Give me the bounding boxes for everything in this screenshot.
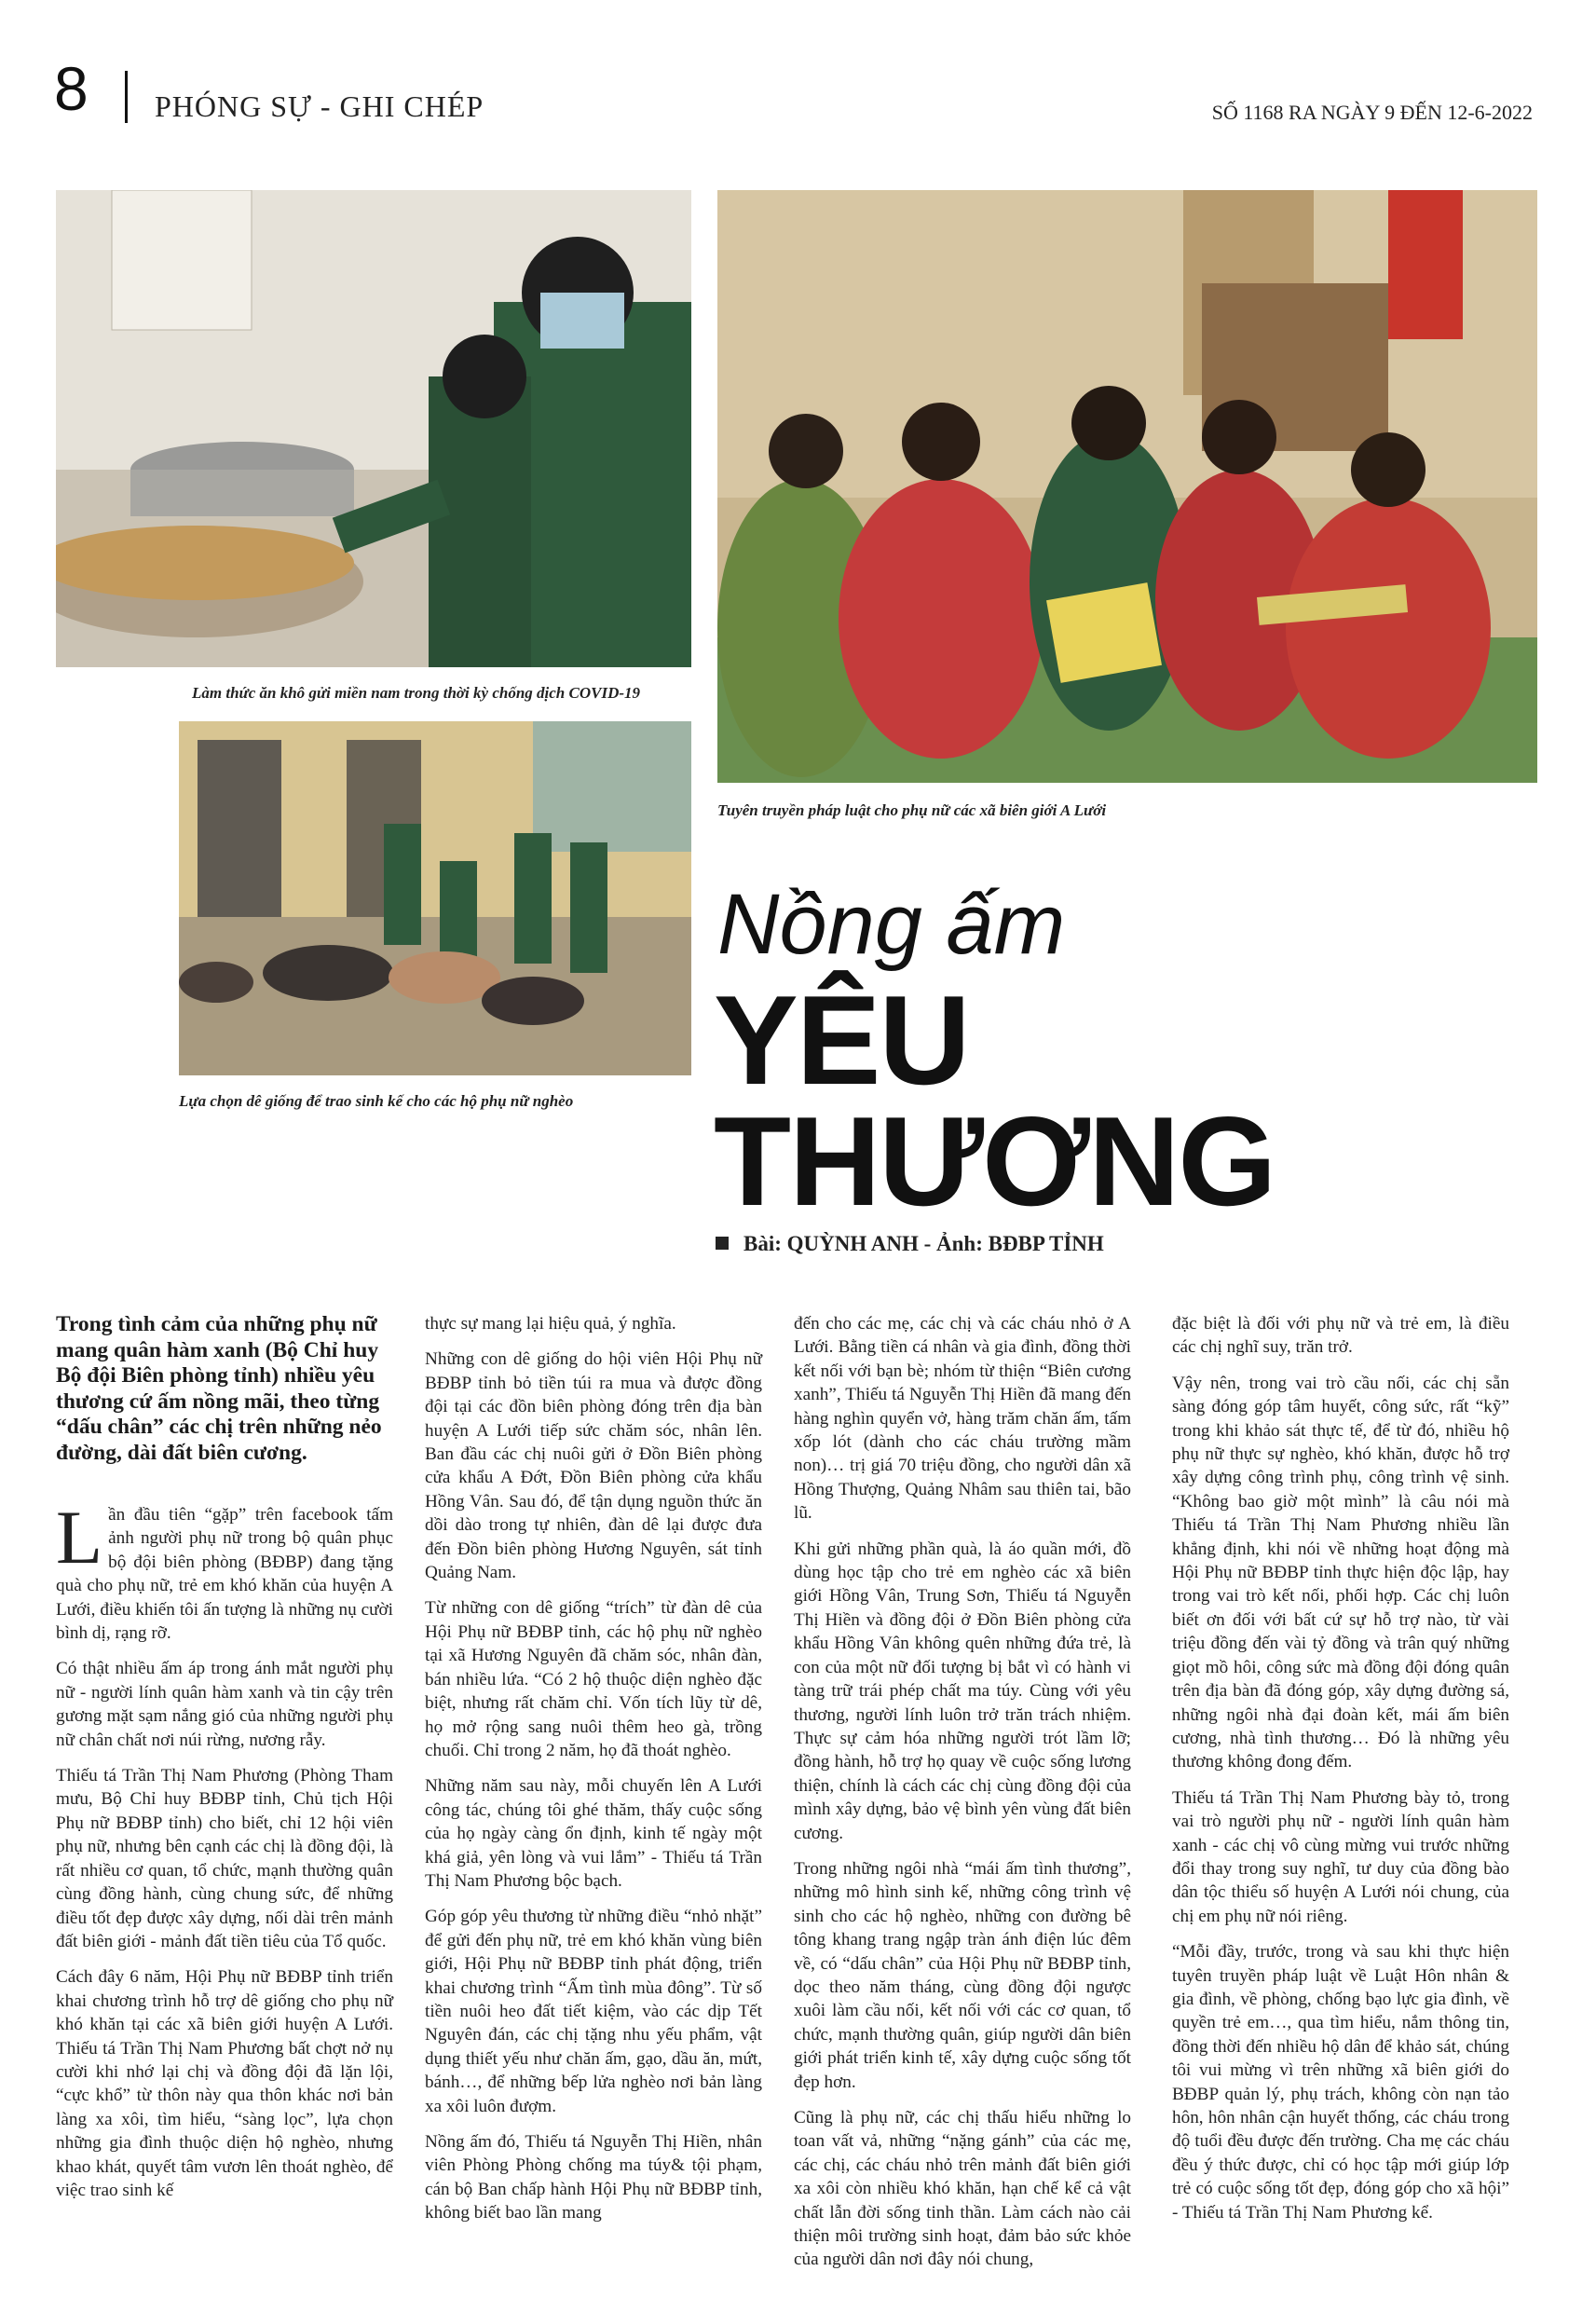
paragraph-text: ần đầu tiên “gặp” trên facebook tấm ảnh người phụ nữ trong bộ quân phục bộ đội biên phòng (BĐBP) đang tặng quà cho phụ nữ, trẻ em khó khăn của huyện A Lưới, điều khiến tôi ấn tượng là những nụ cười bình dị, rạng rỡ.	[56, 1505, 393, 1644]
article-paragraph: Vậy nên, trong vai trò cầu nối, các chị sẵn sàng đóng góp tâm huyết, công sức, rất “kỹ” trong khi khảo sát thực tế, để từ đó, nhiều hộ phụ nữ thực sự nghèo, khó khăn, được hỗ trợ xây dựng công trình phụ, công trình vệ sinh. “Không bao giờ một mình” là câu nói mà Thiếu tá Trần Thị Nam Phương nhiều lần khẳng định, khi nói về những hoạt động mà Hội Phụ nữ BĐBP tỉnh thực hiện độc lập, hay trong vai trò kết nối, phối hợp. Các chị luôn biết ơn đối với bất cứ sự hỗ trợ nào, từ vài triệu đồng đến vài tỷ đồng và trân quý những giọt mồ hôi, công sức mà đồng đội đóng quân trên địa bàn đã đóng góp, xây dựng đường sá, những ngôi nhà đại đoàn kết, mái ấm biên cương, nhà tình thương… Đó là những yêu thương không đong đếm.	[1172, 1373, 1509, 1772]
article-paragraph: Trong những ngôi nhà “mái ấm tình thương”, những mô hình sinh kế, những công trình vệ sinh cho các hộ nghèo, những con đường bê tông khang trang ngập tràn ánh điện lúc đêm về, có “dấu chân” của Hội Phụ nữ BĐBP tỉnh, dọc theo năm tháng, cùng đồng đội ngược xuôi làm cầu nối, kết nối với các cơ quan, tổ chức, mạnh thường quân, giúp người dân biên giới phát triển kinh tế, xây dựng cuộc sống tốt đẹp hơn.	[794, 1858, 1131, 2092]
article-paragraph: Thiếu tá Trần Thị Nam Phương bày tỏ, trong vai trò người phụ nữ - người lính quân hàm xanh - các chị vô cùng mừng vui trước những đổi thay trong suy nghĩ, tư duy của đồng bào dân tộc thiểu số huyện A Lưới nói chung, của chị em phụ nữ nói riêng.	[1172, 1787, 1509, 1926]
byline-text: Bài: QUỲNH ANH - Ảnh: BĐBP TỈNH	[743, 1232, 1104, 1255]
photo-goats	[179, 721, 691, 1075]
headline-line-1: Nồng ấm	[717, 877, 1066, 972]
issue-info: SỐ 1168 RA NGÀY 9 ĐẾN 12-6-2022	[1211, 101, 1533, 124]
photo-caption-2: Tuyên truyền pháp luật cho phụ nữ các xã biên giới A Lưới	[717, 801, 1107, 819]
article-lead: Trong tình cảm của những phụ nữ mang quân hàm xanh (Bộ Chỉ huy Bộ đội Biên phòng tỉnh) nhiều yêu thương cứ ấm nồng mãi, theo từng “dấu chân” các chị trên những nẻo đường, dài đất biên cương.	[56, 1312, 382, 1465]
article-paragraph: Cũng là phụ nữ, các chị thấu hiểu những lo toan vất vả, những “nặng gánh” của các mẹ, các chị, các cháu nhỏ trên mảnh đất biên giới xa xôi còn nhiều khó khăn, hạn chế kể cả vật chất lẫn đời sống tinh thần. Làm cách nào cải thiện môi trường sinh hoạt, đảm bảo sức khỏe của người dân nơi đây nói chung,	[794, 2108, 1131, 2270]
photo-caption-1: Làm thức ăn khô gửi miền nam trong thời kỳ chống dịch COVID-19	[192, 684, 641, 702]
article-paragraph: Từ những con dê giống “trích” từ đàn dê của Hội Phụ nữ BĐBP tỉnh, các hộ phụ nữ nghèo tại xã Hương Nguyên đã chăm sóc, nhân đàn, bán nhiều lứa. “Có 2 hộ thuộc diện nghèo đặc biệt, nhưng rất chăm chỉ. Vốn tích lũy từ dê, họ mở rộng sang nuôi thêm heo gà, trồng chuối. Chỉ trong 2 năm, họ đã thoát nghèo.	[425, 1598, 762, 1760]
header-divider	[125, 71, 128, 123]
article-paragraph: “Mỗi đầy, trước, trong và sau khi thực hiện tuyên truyền pháp luật về Luật Hôn nhân & gia đình, về phòng, chống bạo lực gia đình, về quyền trẻ em…, qua tìm hiểu, nắm thông tin, đồng thời đến nhiều hộ dân để khảo sát, chúng tôi vui mừng vì trên những xã biên giới do BĐBP quản lý, phụ trách, không còn nạn tảo hôn, hôn nhân cận huyết thống, các cháu trong độ tuổi đều được đến trường. Cha mẹ các cháu đều ý thức được, chỉ có học tập mới giúp lớp trẻ có cuộc sống tốt đẹp, đóng góp cho xã hội” - Thiếu tá Trần Thị Nam Phương kể.	[1172, 1942, 1509, 2223]
article-paragraph: Những năm sau này, mỗi chuyến lên A Lưới công tác, chúng tôi ghé thăm, thấy cuộc sống của họ ngày càng ổn định, kinh tế ngày một khá giả, yên lòng và vui lắm” - Thiếu tá Trần Thị Nam Phương bộc bạch.	[425, 1776, 762, 1891]
section-title: PHÓNG SỰ - GHI CHÉP	[155, 89, 484, 123]
article-paragraph: Nồng ấm đó, Thiếu tá Nguyễn Thị Hiền, nhân viên Phòng Phòng chống ma túy& tội phạm, cán bộ Ban chấp hành Hội Phụ nữ BĐBP tỉnh, không biết bao lần mang	[425, 2132, 762, 2223]
photo-kitchen	[56, 190, 691, 667]
article-column-3	[794, 1312, 1131, 2284]
page-number: 8	[54, 54, 89, 123]
headline-line-2: YÊU	[714, 969, 969, 1111]
photo-meeting	[717, 190, 1537, 783]
article-column-4	[1172, 1312, 1509, 2237]
article-paragraph	[56, 1495, 393, 1645]
byline-bullet-icon	[716, 1237, 729, 1250]
article-paragraph: Thiếu tá Trần Thị Nam Phương (Phòng Tham mưu, Bộ Chỉ huy BĐBP tỉnh, Chủ tịch Hội Phụ nữ BĐBP tỉnh) cho biết, chỉ 12 hội viên phụ nữ, nhưng bên cạnh các chị là đồng đội, là rất nhiều cơ quan, tổ chức, mạnh thường quân cùng đồng hành, cùng chung sức, để những điều tốt đẹp được xây dựng, nối dài trên mảnh đất biên giới - mảnh đất tiền tiêu của Tổ quốc.	[56, 1766, 393, 1951]
headline-line-3: THƯƠNG	[714, 1090, 1275, 1232]
byline	[716, 1232, 1104, 1256]
article-paragraph: thực sự mang lại hiệu quả, ý nghĩa.	[425, 1314, 676, 1334]
article-paragraph: Những con dê giống do hội viên Hội Phụ nữ BĐBP tỉnh bỏ tiền túi ra mua và được đồng đội tại các đồn biên phòng đóng trên địa bàn huyện A Lưới tiếp sức chăm sóc, nhân lên. Ban đầu các chị nuôi gửi ở Đồn Biên phòng cửa khẩu A Đớt, Đồn Biên phòng cửa khẩu Hồng Vân. Sau đó, để tận dụng nguồn thức ăn dồi dào trong tự nhiên, đàn dê lại được đưa đến Đồn biên phòng Hương Nguyên, sát tỉnh Quảng Nam.	[425, 1349, 762, 1583]
drop-cap: L	[56, 1495, 103, 1580]
article-paragraph: đặc biệt là đối với phụ nữ và trẻ em, là điều các chị nghĩ suy, trăn trở.	[1172, 1314, 1509, 1358]
article-paragraph: Có thật nhiều ấm áp trong ánh mắt người phụ nữ - người lính quân hàm xanh và tin cậy trên gương mặt sạm nắng gió của những người phụ nữ chân chất nơi núi rừng, nương rẫy.	[56, 1659, 393, 1750]
article-column-1	[56, 1312, 393, 2214]
article-paragraph: đến cho các mẹ, các chị và các cháu nhỏ ở A Lưới. Bằng tiền cá nhân và gia đình, đồng thời kết nối với bạn bè; nhóm từ thiện “Biên cương xanh”, Thiếu tá Nguyễn Thị Hiền đã mang đến hàng nghìn quyển vở, hàng trăm chăn ấm, tấm xốp lót (dành cho các cháu trường mầm non)… trị giá 70 triệu đồng, cho người dân xã Hồng Thượng, Quảng Nhâm sau thiên tai, bão lũ.	[794, 1314, 1131, 1524]
article-column-2	[425, 1312, 762, 2237]
article-paragraph: Góp góp yêu thương từ những điều “nhỏ nhặt” để gửi đến phụ nữ, trẻ em khó khăn vùng biên giới, Hội Phụ nữ BĐBP tỉnh phát động, triển khai chương trình “Ấm tình mùa đông”. Từ số tiền nuôi heo đất tiết kiệm, vào các dịp Tết Nguyên đán, các chị tặng nhu yếu phẩm, vật dụng thiết yếu như chăn ấm, gạo, dầu ăn, mứt, bánh…, để những bếp lửa nghèo nơi bản làng xa xôi luôn đượm.	[425, 1907, 762, 2116]
photo-caption-3: Lựa chọn dê giống để trao sinh kế cho các hộ phụ nữ nghèo	[179, 1092, 574, 1110]
article-paragraph: Khi gửi những phần quà, là áo quần mới, đồ dùng học tập cho trẻ em nghèo các xã biên giới Hồng Vân, Trung Sơn, Thiếu tá Nguyễn Thị Hiền và đồng đội ở Đồn Biên phòng cửa khẩu Hồng Vân không quên những đứa trẻ, là con của một nữ đối tượng bị bắt vì có hành vi tàng trữ trái phép chất ma túy. Cùng với yêu thương, người lính luôn trở trăn trách nhiệm. Thực sự cảm hóa những người trót lầm lỡ; đồng hành, hỗ trợ họ quay về cuộc sống lương thiện, chính là cách các chị cùng đồng đội của mình xây dựng, bảo vệ bình yên vùng đất biên cương.	[794, 1539, 1131, 1843]
article-paragraph: Cách đây 6 năm, Hội Phụ nữ BĐBP tỉnh triển khai chương trình hỗ trợ dê giống cho phụ nữ khó khăn tại các xã biên giới huyện A Lưới. Thiếu tá Trần Thị Nam Phương bất chợt nở nụ cười khi nhớ lại chị và đồng đội đã lặn lội, “cực khổ” từ thôn này qua thôn khác nơi bản làng xa xôi, tìm hiểu, “sàng lọc”, lựa chọn những gia đình thuộc diện hộ nghèo, nhưng khao khát, quyết tâm vươn lên thoát nghèo, để việc trao sinh kế	[56, 1967, 393, 2200]
